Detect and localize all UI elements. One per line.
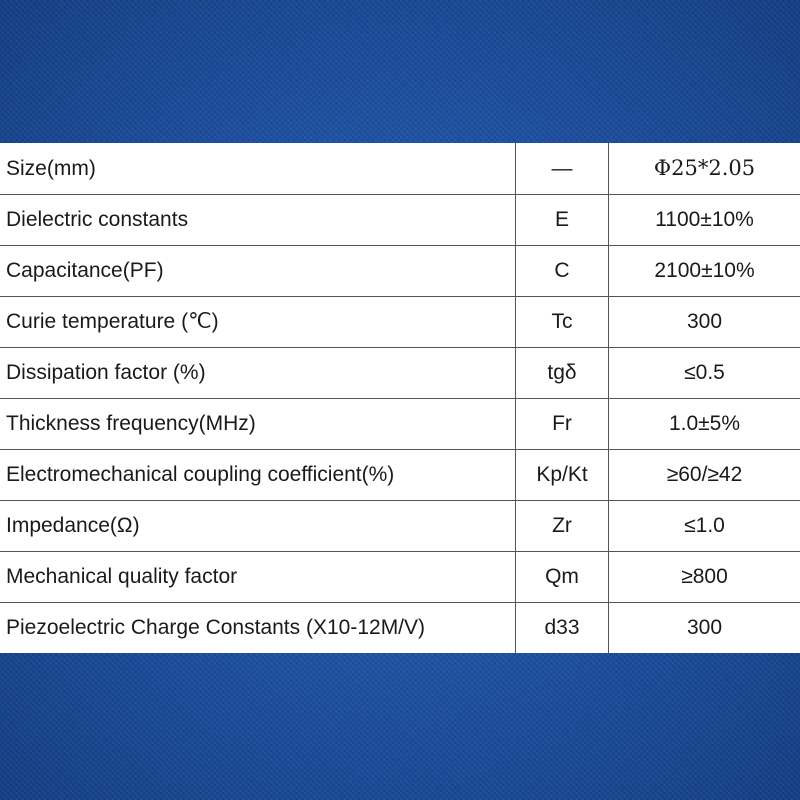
spec-table: [0, 143, 800, 653]
table-row: [0, 347, 800, 398]
value-cell: ≥800: [609, 551, 800, 602]
symbol-cell: Tc: [516, 296, 609, 347]
parameter-cell: Capacitance(PF): [0, 245, 516, 296]
parameter-cell: Impedance(Ω): [0, 500, 516, 551]
parameter-cell: Mechanical quality factor: [0, 551, 516, 602]
value-cell: ≤0.5: [609, 347, 800, 398]
table-row: [0, 245, 800, 296]
value-cell: 2100±10%: [609, 245, 800, 296]
parameter-cell: Dielectric constants: [0, 194, 516, 245]
parameter-cell: Electromechanical coupling coefficient(%): [0, 449, 516, 500]
symbol-cell: tgδ: [516, 347, 609, 398]
value-cell: 300: [609, 602, 800, 653]
parameter-cell: Piezoelectric Charge Constants (X10-12M/V): [0, 602, 516, 653]
value-cell: 1.0±5%: [609, 398, 800, 449]
table-row: [0, 194, 800, 245]
spec-table-container: [0, 143, 800, 653]
symbol-cell: Fr: [516, 398, 609, 449]
table-row: [0, 551, 800, 602]
value-cell: 1100±10%: [609, 194, 800, 245]
symbol-cell: C: [516, 245, 609, 296]
parameter-cell: Curie temperature (℃): [0, 296, 516, 347]
symbol-cell: Zr: [516, 500, 609, 551]
value-cell: Φ25*2.05: [609, 143, 800, 194]
symbol-cell: Kp/Kt: [516, 449, 609, 500]
symbol-cell: d33: [516, 602, 609, 653]
table-row: [0, 500, 800, 551]
parameter-cell: Size(mm): [0, 143, 516, 194]
table-row: [0, 449, 800, 500]
symbol-cell: —: [516, 143, 609, 194]
table-row: [0, 296, 800, 347]
value-cell: ≥60/≥42: [609, 449, 800, 500]
table-row: [0, 398, 800, 449]
symbol-cell: Qm: [516, 551, 609, 602]
parameter-cell: Dissipation factor (%): [0, 347, 516, 398]
table-row: [0, 602, 800, 653]
parameter-cell: Thickness frequency(MHz): [0, 398, 516, 449]
symbol-cell: E: [516, 194, 609, 245]
value-cell: ≤1.0: [609, 500, 800, 551]
table-row: [0, 143, 800, 194]
value-cell: 300: [609, 296, 800, 347]
